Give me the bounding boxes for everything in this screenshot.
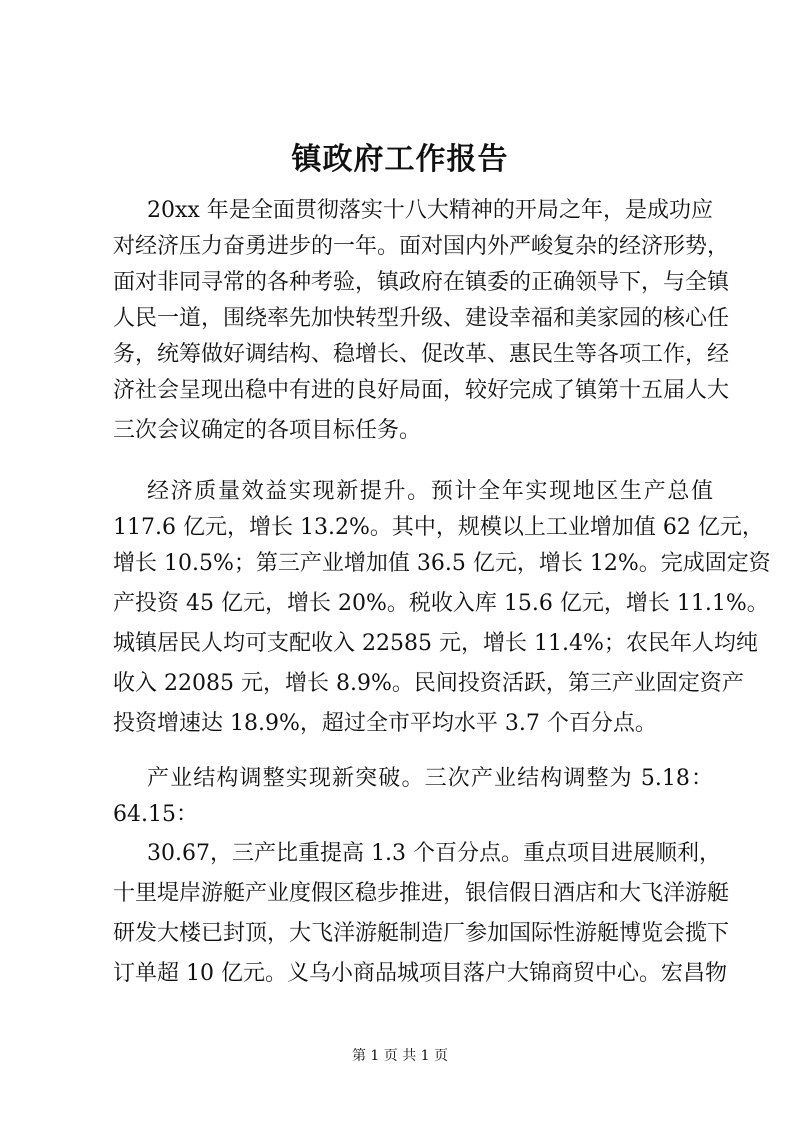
paragraph-line: 城镇居民人均可支配收入 22585 元，增长 11.4%；农民年人均纯 [113, 631, 758, 656]
paragraph-line: 收入 22085 元，增长 8.9%。民间投资活跃，第三产业固定资产 [113, 671, 744, 696]
paragraph-line: 人民一道，围绕率先加快转型升级、建设幸福和美家园的核心任 [113, 306, 730, 331]
paragraph-line: 117.6 亿元，增长 13.2%。其中，规模以上工业增加值 62 亿元， [113, 515, 764, 540]
paragraph-line: 投资增速达 18.9%，超过全市平均水平 3.7 个百分点。 [113, 711, 657, 736]
paragraph-line: 产投资 45 亿元，增长 20%。税收入库 15.6 亿元，增长 11.1%。 [113, 591, 769, 616]
paragraph-line: 订单超 10 亿元。义乌小商品城项目落户大锦商贸中心。宏昌物 [113, 961, 727, 986]
paragraph-line: 经济质量效益实现新提升。预计全年实现地区生产总值 [147, 479, 713, 504]
paragraph-line: 务，统筹做好调结构、稳增长、促改革、惠民生等各项工作，经 [113, 342, 730, 367]
paragraph-line: 产业结构调整实现新突破。三次产业结构调整为 5.18： [147, 766, 713, 791]
page-number-footer: 第 1 页 共 1 页 [351, 1048, 449, 1064]
paragraph-line: 64.15： [113, 802, 198, 827]
paragraph-line: 对经济压力奋勇进步的一年。面对国内外严峻复杂的经济形势， [113, 234, 730, 259]
document-title: 镇政府工作报告 [291, 142, 509, 177]
paragraph-line: 研发大楼已封顶，大飞洋游艇制造厂参加国际性游艇博览会揽下 [113, 921, 730, 946]
paragraph-line: 三次会议确定的各项目标任务。 [113, 418, 422, 443]
paragraph-line: 20xx 年是全面贯彻落实十八大精神的开局之年，是成功应 [147, 198, 713, 223]
paragraph-line: 面对非同寻常的各种考验，镇政府在镇委的正确领导下，与全镇 [113, 270, 730, 295]
paragraph-line: 济社会呈现出稳中有进的良好局面，较好完成了镇第十五届人大 [113, 378, 730, 403]
paragraph-line: 增长 10.5%；第三产业增加值 36.5 亿元，增长 12%。完成固定资 [113, 551, 771, 576]
paragraph-line: 十里堤岸游艇产业度假区稳步推进，银信假日酒店和大飞洋游艇 [113, 881, 730, 906]
paragraph-line: 30.67，三产比重提高 1.3 个百分点。重点项目进展顺利， [147, 841, 721, 866]
